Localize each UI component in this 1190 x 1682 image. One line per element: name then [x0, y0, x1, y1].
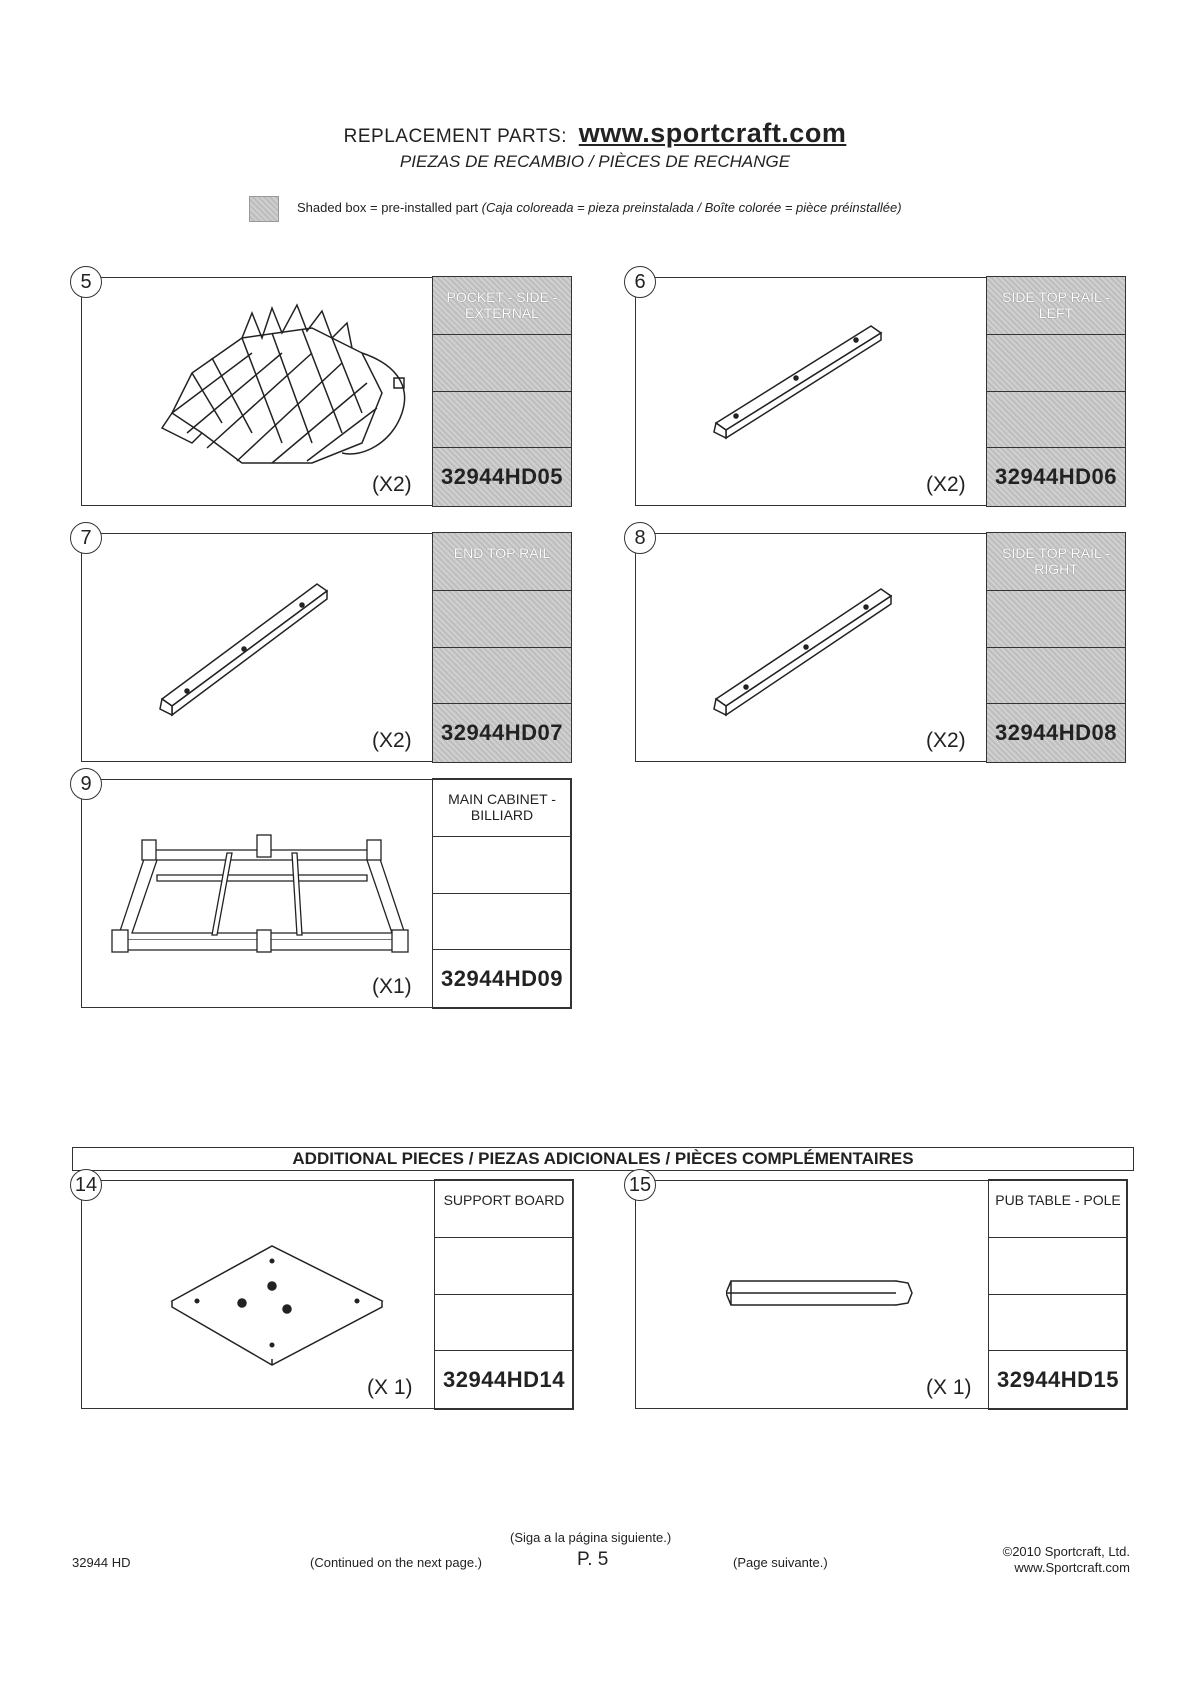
part-number-badge: 5	[70, 266, 102, 298]
part-number-badge: 15	[624, 1169, 656, 1201]
part-code: 32944HD08	[987, 704, 1125, 762]
part-info-column	[432, 778, 572, 1009]
part-name: POCKET - SIDE - EXTERNAL	[433, 277, 571, 335]
info-blank-row	[433, 894, 571, 951]
info-blank-row	[435, 1238, 573, 1295]
part-code: 32944HD14	[443, 1367, 565, 1392]
end-top-rail-illustration	[152, 569, 372, 729]
info-blank-row	[433, 392, 571, 449]
part-info-column	[432, 276, 572, 507]
side-top-rail-left-illustration	[696, 308, 916, 448]
main-cabinet-illustration	[97, 815, 417, 995]
part-number-badge: 8	[624, 522, 656, 554]
footer-model: 32944 HD	[72, 1555, 131, 1570]
header-title	[0, 118, 1190, 149]
sportcraft-url-link[interactable]: www.sportcraft.com	[578, 118, 847, 148]
footer-website-link[interactable]: www.Sportcraft.com	[1014, 1560, 1130, 1575]
part-info-column	[988, 1179, 1128, 1410]
footer-continued-fr: (Page suivante.)	[733, 1555, 828, 1570]
part-info-column	[986, 532, 1126, 763]
part-panel-15	[628, 1174, 1127, 1409]
footer-continued-es: (Siga a la página siguiente.)	[510, 1530, 672, 1545]
footer-copyright: ©2010 Sportcraft, Ltd.	[1002, 1544, 1130, 1559]
support-board-illustration	[162, 1241, 402, 1371]
part-name: END TOP RAIL	[433, 533, 571, 591]
part-code: 32944HD05	[433, 448, 571, 506]
info-blank-row	[987, 591, 1125, 648]
part-name: PUB TABLE - POLE	[989, 1180, 1127, 1238]
part-name: SIDE TOP RAIL - LEFT	[987, 277, 1125, 335]
part-code: 32944HD06	[987, 448, 1125, 506]
part-panel-14	[74, 1174, 573, 1409]
part-code: 32944HD09	[441, 966, 563, 991]
part-number-badge: 14	[70, 1169, 102, 1201]
part-quantity: (X2)	[372, 729, 412, 752]
part-quantity: (X2)	[926, 729, 966, 752]
footer-continued-en: (Continued on the next page.)	[310, 1555, 483, 1570]
part-number-badge: 9	[70, 768, 102, 800]
info-blank-row	[989, 1238, 1127, 1295]
part-panel-9	[80, 773, 571, 1008]
part-quantity: (X 1)	[926, 1376, 972, 1399]
info-blank-row	[989, 1295, 1127, 1352]
page-number: P. 5	[577, 1549, 609, 1570]
side-top-rail-right-illustration	[706, 569, 926, 729]
part-quantity: (X2)	[372, 473, 412, 496]
part-panel-5	[80, 271, 571, 506]
part-name: MAIN CABINET - BILLIARD	[433, 779, 571, 837]
part-code: 32944HD07	[433, 704, 571, 762]
pub-table-pole-illustration	[726, 1271, 926, 1331]
info-blank-row	[435, 1295, 573, 1352]
pocket-net-illustration	[132, 293, 432, 493]
part-code: 32944HD15	[997, 1367, 1119, 1392]
legend-text: Shaded box = pre-installed part (Caja coloreada = pieza preinstalada / Boîte colorée = pièce préinstallée)	[297, 200, 902, 215]
additional-pieces-header: ADDITIONAL PIECES / PIEZAS ADICIONALES / PIÈCES COMPLÉMENTAIRES	[72, 1147, 1134, 1171]
part-panel-7	[80, 527, 571, 762]
info-blank-row	[433, 648, 571, 705]
info-blank-row	[433, 335, 571, 392]
info-blank-row	[433, 837, 571, 894]
part-quantity: (X2)	[926, 473, 966, 496]
part-name: SUPPORT BOARD	[435, 1180, 573, 1238]
part-name: SIDE TOP RAIL - RIGHT	[987, 533, 1125, 591]
part-quantity: (X1)	[372, 975, 412, 998]
part-info-column	[986, 276, 1126, 507]
part-panel-8	[634, 527, 1125, 762]
info-blank-row	[987, 392, 1125, 449]
info-blank-row	[987, 335, 1125, 392]
header-subtitle: PIEZAS DE RECAMBIO / PIÈCES DE RECHANGE	[399, 152, 791, 171]
info-blank-row	[433, 591, 571, 648]
shaded-legend-swatch	[249, 196, 279, 222]
part-number-badge: 6	[624, 266, 656, 298]
info-blank-row	[987, 648, 1125, 705]
replacement-parts-label: REPLACEMENT PARTS:	[343, 126, 567, 147]
part-panel-6	[634, 271, 1125, 506]
part-info-column	[432, 532, 572, 763]
part-quantity: (X 1)	[367, 1376, 413, 1399]
part-info-column	[434, 1179, 574, 1410]
part-number-badge: 7	[70, 522, 102, 554]
